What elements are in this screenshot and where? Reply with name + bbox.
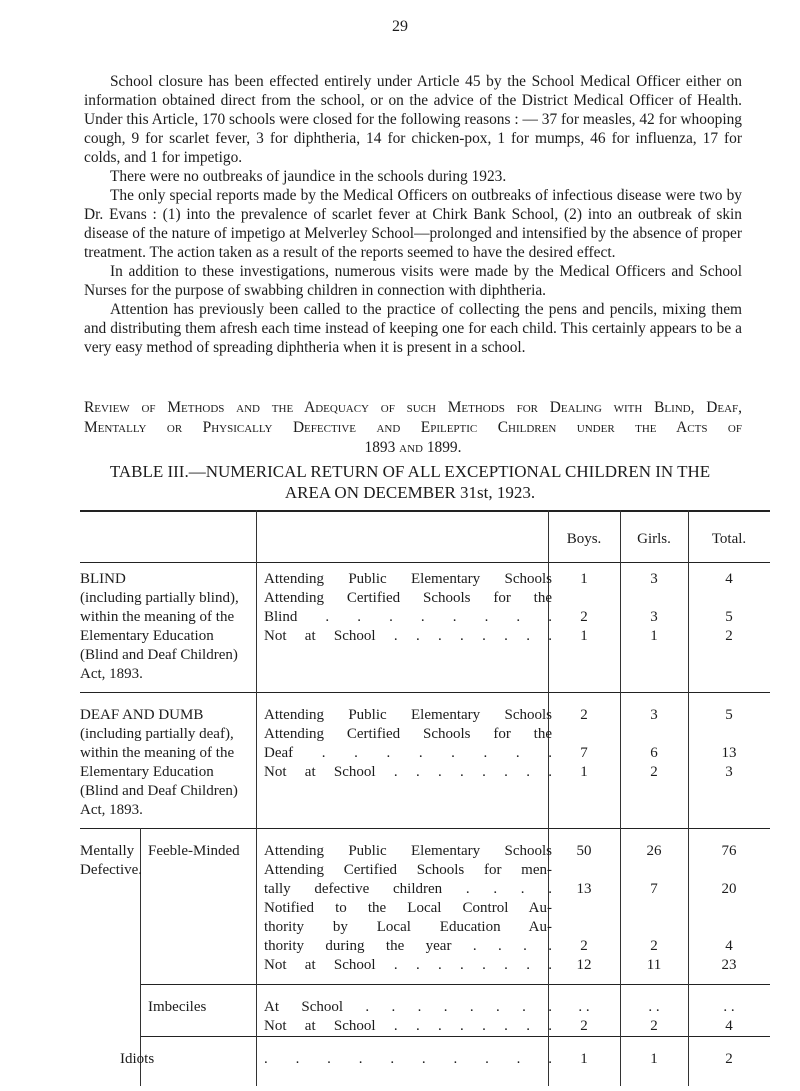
header-bottom-rule <box>80 562 770 563</box>
mental-label-line: Defective. <box>80 862 143 878</box>
boys-value: 1 <box>580 764 588 780</box>
review-heading-line-1: Review of Methods and the Adequacy of such Methods for Dealing with Blind, Deaf, <box>84 399 742 416</box>
row-description-line: Not at School . . . . . . . . <box>264 957 552 973</box>
row-description <box>264 1050 552 1069</box>
row-description-line: Not at School . . . . . . . . <box>264 1018 552 1034</box>
row-description <box>264 998 552 1017</box>
header-girls: Girls. <box>637 531 671 547</box>
total-value: 4 <box>725 1018 733 1034</box>
boys-value: 1 <box>580 571 588 587</box>
deaf-label-line: Elementary Education <box>80 764 214 780</box>
row-description-line: tally defective children . . . . <box>264 881 552 897</box>
header-boys: Boys. <box>566 531 602 547</box>
row-description-line: Blind . . . . . . . . <box>264 609 552 625</box>
total-value: 4 <box>725 571 733 587</box>
deaf-label-line: within the meaning of the <box>80 745 235 761</box>
boys-value: 2 <box>580 1018 588 1034</box>
girls-value: 7 <box>650 881 658 897</box>
girls-value: 2 <box>650 764 658 780</box>
boys-value: 2 <box>580 938 588 954</box>
row-description-line: Not at School . . . . . . . . <box>264 764 552 780</box>
girls-value: 6 <box>650 745 658 761</box>
blind-label-line: Elementary Education <box>80 628 214 644</box>
boys-value: 1 <box>580 1051 588 1067</box>
deaf-label-line: (including partially deaf), <box>80 726 234 742</box>
blind-label-line: (Blind and Deaf Children) <box>80 647 238 663</box>
girls-value: 1 <box>650 628 658 644</box>
total-value: 3 <box>725 764 733 780</box>
boys-value: 50 <box>576 843 592 859</box>
boys-value: 2 <box>580 707 588 723</box>
row-description <box>264 861 552 899</box>
row-description-line: . . . . . . . . . . <box>264 1051 552 1067</box>
header-total: Total. <box>711 531 747 547</box>
boys-value: 13 <box>576 881 592 897</box>
mental-label-line: Mentally <box>80 843 135 859</box>
total-value: 20 <box>721 881 737 897</box>
blind-label-line: within the meaning of the <box>80 609 235 625</box>
row-description <box>264 763 552 782</box>
review-heading-line-3: 1893 and 1899. <box>364 439 462 456</box>
total-value: 5 <box>725 707 733 723</box>
row-description <box>264 570 552 589</box>
row-description <box>264 842 552 861</box>
row-description-line: Attending Certified Schools for the <box>264 590 552 606</box>
girls-value: 3 <box>650 609 658 625</box>
paragraph-pens-pencils: Attention has previously been called to the practice of collecting the pens and pencils, mixing them and distributing them afresh each time instead of keeping one for each child. This certainly appears to be a very easy method of spreading diphtheria when it is present in a school. <box>84 301 742 356</box>
blind-label-line: Act, 1893. <box>80 666 143 682</box>
paragraph-jaundice: There were no outbreaks of jaundice in the schools during 1923. <box>110 168 507 185</box>
girls-value: 11 <box>646 957 662 973</box>
imbeciles-bottom-rule <box>140 1036 770 1037</box>
table-title <box>60 461 760 503</box>
girls-value: 1 <box>650 1051 658 1067</box>
girls-value: 3 <box>650 707 658 723</box>
row-description-line: Attending Certified Schools for the <box>264 726 552 742</box>
girls-value: 3 <box>650 571 658 587</box>
boys-value: 12 <box>576 957 592 973</box>
row-description <box>264 899 552 956</box>
boys-value: 1 <box>580 628 588 644</box>
boys-value: 7 <box>580 745 588 761</box>
row-description <box>264 725 552 763</box>
row-description <box>264 706 552 725</box>
total-value: 5 <box>725 609 733 625</box>
boys-value: . . <box>578 999 590 1015</box>
page-number: 29 <box>392 18 408 35</box>
deaf-label-line: Act, 1893. <box>80 802 143 818</box>
body-text <box>84 72 742 357</box>
paragraph-special-reports: The only special reports made by the Medical Officers on outbreaks of infectious disease were two by Dr. Evans : (1) into the prevalence of scarlet fever at Chirk Bank School, (2) into an outbreak of skin disease of the nature of impetigo at Melverley School—prolonged and intensified by the absence of proper treatment. The action taken as a result of the reports seemed to have the desired effect. <box>84 187 742 261</box>
total-value: 76 <box>721 843 737 859</box>
table-top-rule <box>80 510 770 512</box>
deaf-label <box>80 706 238 820</box>
girls-value: 26 <box>646 843 662 859</box>
girls-value: 2 <box>650 938 658 954</box>
girls-value: . . <box>648 999 660 1015</box>
feeble-minded-label: Feeble-Minded <box>148 843 240 859</box>
idiots-label: Idiots <box>120 1051 155 1067</box>
blind-label-line: (including partially blind), <box>80 590 239 606</box>
review-heading <box>84 398 742 458</box>
total-value: . . <box>723 999 735 1015</box>
total-value: 2 <box>725 1051 733 1067</box>
girls-value: 2 <box>650 1018 658 1034</box>
paragraph-school-closure: School closure has been effected entirely under Article 45 by the School Medical Officer either on information obtained direct from the school, or on the advice of the District Medical Officer of Health. Under this Article, 170 schools were closed for the following reasons : — 37 for measles, 42 for whooping cough, 9 for scarlet fever, 3 for diphtheria, 14 for chicken-pox, 1 for mumps, 46 for influenza, 17 for colds, and 1 for impetigo. <box>84 73 742 166</box>
exceptional-children-table <box>80 510 770 1088</box>
deaf-label-line: (Blind and Deaf Children) <box>80 783 238 799</box>
table-title-line-2: AREA ON DECEMBER 31st, 1923. <box>284 483 536 502</box>
paragraph-swabbing: In addition to these investigations, numerous visits were made by the Medical Officers and School Nurses for the purpose of swabbing children in connection with diphtheria. <box>84 263 742 299</box>
deaf-label-line: DEAF AND DUMB <box>80 707 204 723</box>
total-value: 23 <box>721 957 737 973</box>
row-description-line: thority during the year . . . . <box>264 938 552 954</box>
row-description <box>264 1017 552 1036</box>
boys-value: 2 <box>580 609 588 625</box>
label-column-rule <box>256 510 257 828</box>
row-description-line: Attending Public Elementary Schools <box>264 571 552 587</box>
row-description-line: Not at School . . . . . . . . <box>264 628 552 644</box>
total-value: 4 <box>725 938 733 954</box>
row-description <box>264 956 552 975</box>
row-description-line: Attending Public Elementary Schools <box>264 707 552 723</box>
blind-label <box>80 570 239 684</box>
mental-label <box>80 842 142 880</box>
blind-label-line: BLIND <box>80 571 126 587</box>
row-description-line: Attending Certified Schools for men- <box>264 862 552 878</box>
total-value: 2 <box>725 628 733 644</box>
row-description-line: Deaf . . . . . . . . <box>264 745 552 761</box>
blind-bottom-rule <box>80 692 770 693</box>
row-description <box>264 589 552 627</box>
row-description-line: Notified to the Local Control Au- <box>264 900 552 916</box>
table-title-line-1: TABLE III.—NUMERICAL RETURN OF ALL EXCEPTIONAL CHILDREN IN THE <box>109 462 711 481</box>
feeble-bottom-rule <box>140 984 770 985</box>
subgroup-column-rule <box>256 828 257 1086</box>
row-description-line: At School . . . . . . . . <box>264 999 552 1015</box>
row-description-line: thority by Local Education Au- <box>264 919 552 935</box>
deaf-bottom-rule <box>80 828 770 829</box>
row-description <box>264 627 552 646</box>
row-description-line: Attending Public Elementary Schools <box>264 843 552 859</box>
review-heading-line-2: Mentally or Physically Defective and Epileptic Children under the Acts of <box>84 419 742 436</box>
total-value: 13 <box>721 745 737 761</box>
imbeciles-label: Imbeciles <box>148 999 207 1015</box>
